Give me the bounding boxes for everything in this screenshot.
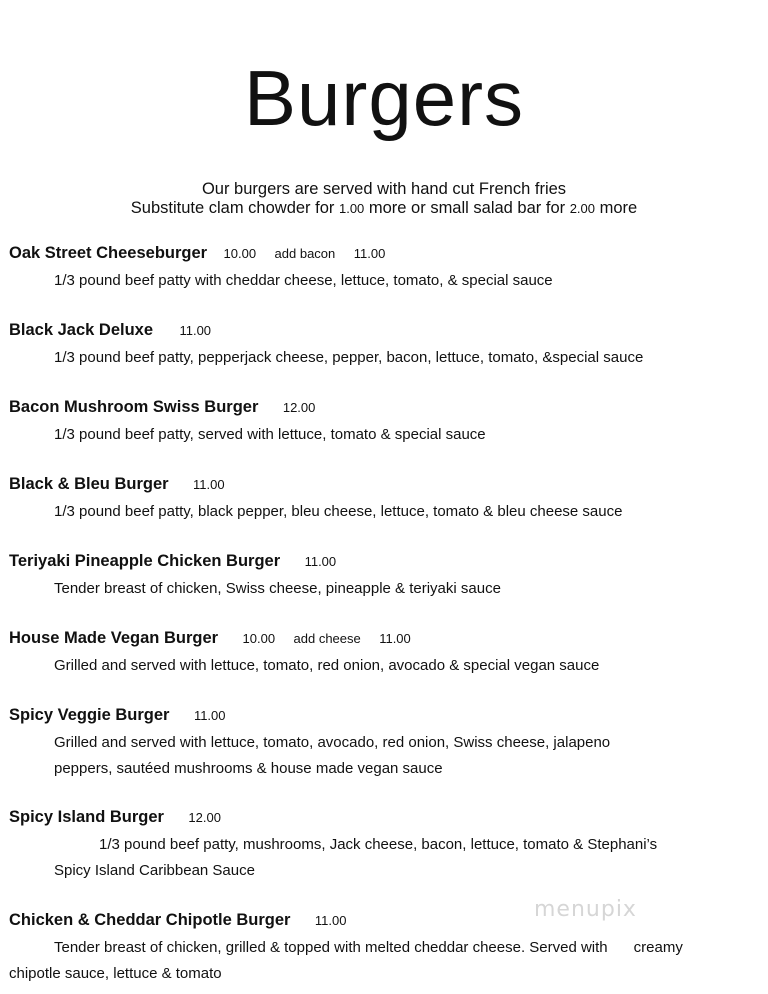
- item-name: Oak Street Cheeseburger: [9, 244, 208, 262]
- menupix-watermark: menupix: [534, 897, 637, 922]
- item-description: 1/3 pound beef patty, mushrooms, Jack cheese, bacon, lettuce, tomato & Stephani’s Spicy Island Caribbean Sauce: [54, 836, 658, 879]
- menu-item-oak-street-cheeseburger: [9, 241, 759, 294]
- item-price: 11.00: [179, 323, 212, 338]
- item-addon: add bacon: [274, 246, 336, 261]
- intro-line-1: Our burgers are served with hand cut French fries: [201, 180, 567, 198]
- menu-item-chicken-cheddar-chipotle-burger: [9, 908, 759, 987]
- intro-line-2: Substitute clam chowder for 1.00 more or small salad bar for 2.00 more: [130, 199, 638, 217]
- intro-text: [0, 180, 768, 218]
- item-price: 11.00: [193, 477, 225, 492]
- item-name: Teriyaki Pineapple Chicken Burger: [9, 552, 281, 570]
- menu-item-house-made-vegan-burger: [9, 626, 759, 679]
- item-price: 10.00: [223, 246, 257, 261]
- page-title: Burgers: [243, 54, 525, 142]
- item-description: 1/3 pound beef patty, pepperjack cheese, pepper, bacon, lettuce, tomato, &special sauce: [54, 349, 644, 366]
- item-description: Grilled and served with lettuce, tomato, red onion, avocado & special vegan sauce: [54, 657, 600, 674]
- menu-item-bacon-mushroom-swiss-burger: [9, 395, 759, 448]
- item-addon: add cheese: [293, 631, 361, 646]
- menu-item-black-jack-deluxe: [9, 318, 759, 371]
- item-description: Grilled and served with lettuce, tomato, avocado, red onion, Swiss cheese, jalapeno peppers, sautéed mushrooms & house made vegan sauce: [54, 734, 611, 777]
- item-price: 10.00: [242, 631, 276, 646]
- item-description: 1/3 pound beef patty, served with lettuce, tomato & special sauce: [54, 426, 486, 443]
- menu-item-teriyaki-pineapple-chicken-burger: [9, 549, 759, 602]
- item-name: House Made Vegan Burger: [9, 629, 219, 647]
- item-addon-price: 11.00: [353, 246, 386, 261]
- item-name: Black Jack Deluxe: [9, 321, 154, 339]
- item-name: Black & Bleu Burger: [9, 475, 169, 493]
- menu-item-spicy-island-burger: [9, 805, 759, 884]
- item-name: Chicken & Cheddar Chipotle Burger: [9, 911, 291, 929]
- item-name: Bacon Mushroom Swiss Burger: [9, 398, 259, 416]
- item-description: 1/3 pound beef patty with cheddar cheese, lettuce, tomato, & special sauce: [54, 272, 553, 289]
- item-price: 12.00: [282, 400, 316, 415]
- item-description: Tender breast of chicken, grilled & topped with melted cheddar cheese. Served with creamy chipotle sauce, lettuce & tomato: [9, 939, 683, 982]
- item-price: 11.00: [314, 913, 347, 928]
- item-price: 12.00: [188, 810, 221, 825]
- item-addon-price: 11.00: [379, 631, 411, 646]
- item-name: Spicy Veggie Burger: [9, 706, 170, 724]
- menu-item-spicy-veggie-burger: [9, 703, 759, 782]
- item-name: Spicy Island Burger: [9, 808, 164, 826]
- item-price: 11.00: [304, 554, 337, 569]
- menu-item-black-bleu-burger: [9, 472, 759, 525]
- item-description: 1/3 pound beef patty, black pepper, bleu cheese, lettuce, tomato & bleu cheese sauce: [54, 503, 623, 520]
- item-description: Tender breast of chicken, Swiss cheese, pineapple & teriyaki sauce: [54, 580, 501, 597]
- item-price: 11.00: [193, 708, 226, 723]
